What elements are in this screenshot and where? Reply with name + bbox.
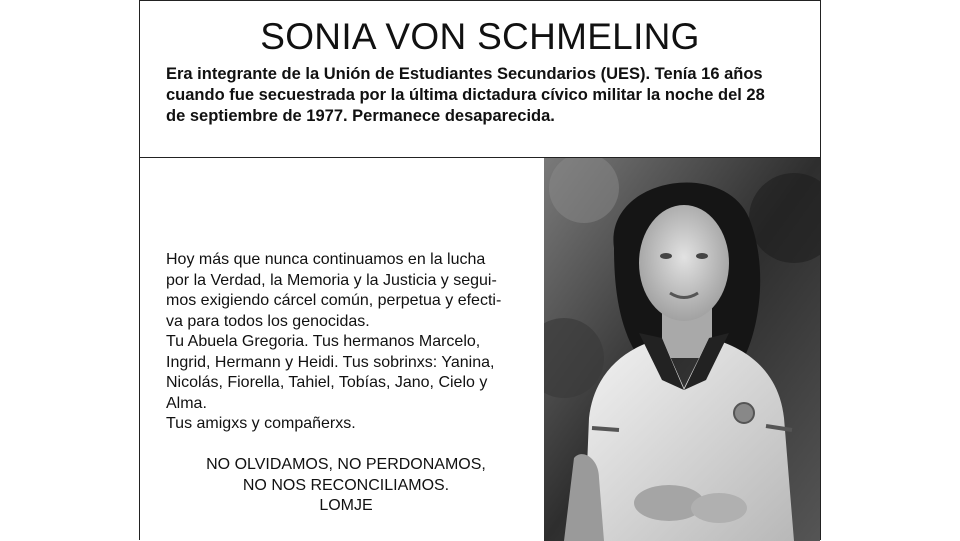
slogan-signature: LOMJE — [319, 497, 373, 514]
notice-body — [166, 250, 526, 435]
body-line: Ingrid, Hermann y Heidi. Tus sobrinxs: Yanina, — [166, 353, 495, 371]
notice-slogan — [166, 455, 526, 517]
slogan-line: NO OLVIDAMOS, NO PERDONAMOS, — [206, 456, 486, 473]
body-line: Nicolás, Fiorella, Tahiel, Tobías, Jano, Cielo y — [166, 374, 488, 391]
notice-intro — [166, 64, 796, 127]
body-line: Tu Abuela Gregoria. Tus hermanos Marcelo, — [166, 333, 481, 350]
notice-header — [140, 1, 820, 158]
body-line: va para todos los genocidas. — [166, 312, 370, 330]
body-line: Alma. — [166, 394, 207, 412]
intro-line: de septiembre de 1977. Permanece desaparecida. — [166, 107, 555, 125]
intro-line: Era integrante de la Unión de Estudiantes Secundarios (UES). Tenía 16 años — [166, 65, 763, 83]
memorial-notice — [139, 0, 821, 540]
notice-title: SONIA VON SCHMELING — [260, 16, 700, 57]
portrait-photo — [544, 158, 820, 541]
body-line: por la Verdad, la Memoria y la Justicia y segui- — [166, 271, 497, 289]
body-line: Tus amigxs y compañerxs. — [166, 415, 356, 432]
intro-line: cuando fue secuestrada por la última dictadura cívico militar la noche del 28 — [166, 86, 765, 104]
slogan-line: NO NOS RECONCILIAMOS. — [242, 476, 450, 494]
body-line: Hoy más que nunca continuamos en la lucha — [166, 251, 486, 268]
portrait-illustration — [544, 158, 820, 541]
body-line: mos exigiendo cárcel común, perpetua y efecti- — [166, 292, 502, 309]
